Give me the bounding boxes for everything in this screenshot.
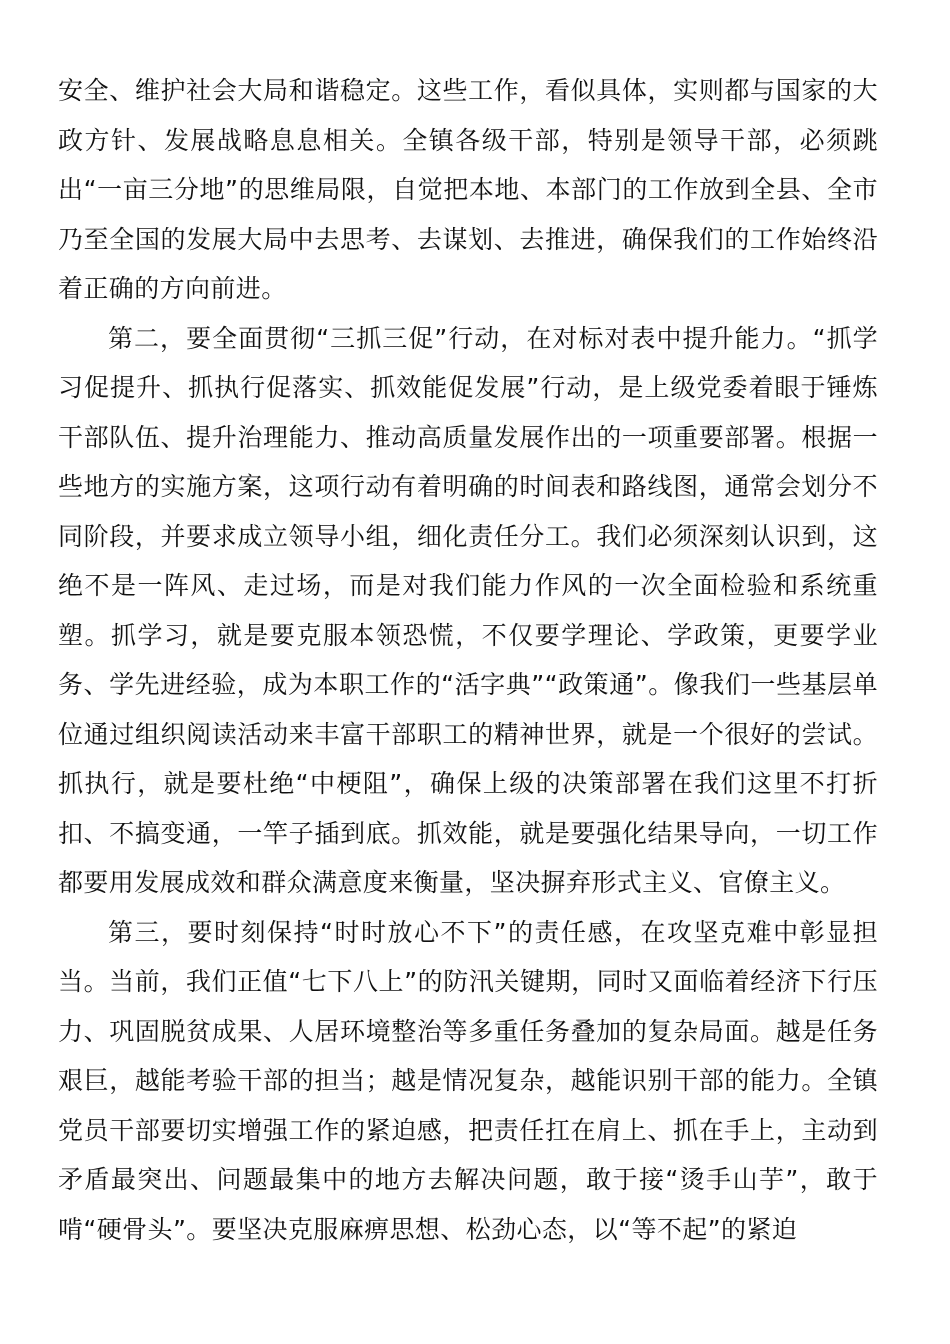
paragraph-3: 第三，要时刻保持“时时放心不下”的责任感，在攻坚克难中彰显担当。当前，我们正值“七下八上”的防汛关键期，同时又面临着经济下行压力、巩固脱贫成果、人居环境整治等多重任务叠加的复杂局面。越是任务艰巨，越能考验干部的担当；越是情况复杂，越能识别干部的能力。全镇党员干部要切实增强工作的紧迫感，把责任扛在肩上、抓在手上，主动到矛盾最突出、问题最集中的地方去解决问题，敢于接“烫手山芋”，敢于啃“硬骨头”。要坚决克服麻痹思想、松劲心态，以“等不起”的紧迫: [58, 917, 878, 1244]
paragraph-1: 安全、维护社会大局和谐稳定。这些工作，看似具体，实则都与国家的大政方针、发展战略息息相关。全镇各级干部，特别是领导干部，必须跳出“一亩三分地”的思维局限，自觉把本地、本部门的工作放到全县、全市乃至全国的发展大局中去思考、去谋划、去推进，确保我们的工作始终沿着正确的方向前进。: [58, 76, 878, 303]
document-page: [58, 66, 878, 1254]
paragraph-2: 第二，要全面贯彻“三抓三促”行动，在对标对表中提升能力。“抓学习促提升、抓执行促落实、抓效能促发展”行动，是上级党委着眼于锤炼干部队伍、提升治理能力、推动高质量发展作出的一项重要部署。根据一些地方的实施方案，这项行动有着明确的时间表和路线图，通常会划分不同阶段，并要求成立领导小组，细化责任分工。我们必须深刻认识到，这绝不是一阵风、走过场，而是对我们能力作风的一次全面检验和系统重塑。抓学习，就是要克服本领恐慌，不仅要学理论、学政策，更要学业务、学先进经验，成为本职工作的“活字典”“政策通”。像我们一些基层单位通过组织阅读活动来丰富干部职工的精神世界，就是一个很好的尝试。抓执行，就是要杜绝“中梗阻”，确保上级的决策部署在我们这里不打折扣、不搞变通，一竿子插到底。抓效能，就是要强化结果导向，一切工作都要用发展成效和群众满意度来衡量，坚决摒弃形式主义、官僚主义。: [58, 323, 878, 897]
